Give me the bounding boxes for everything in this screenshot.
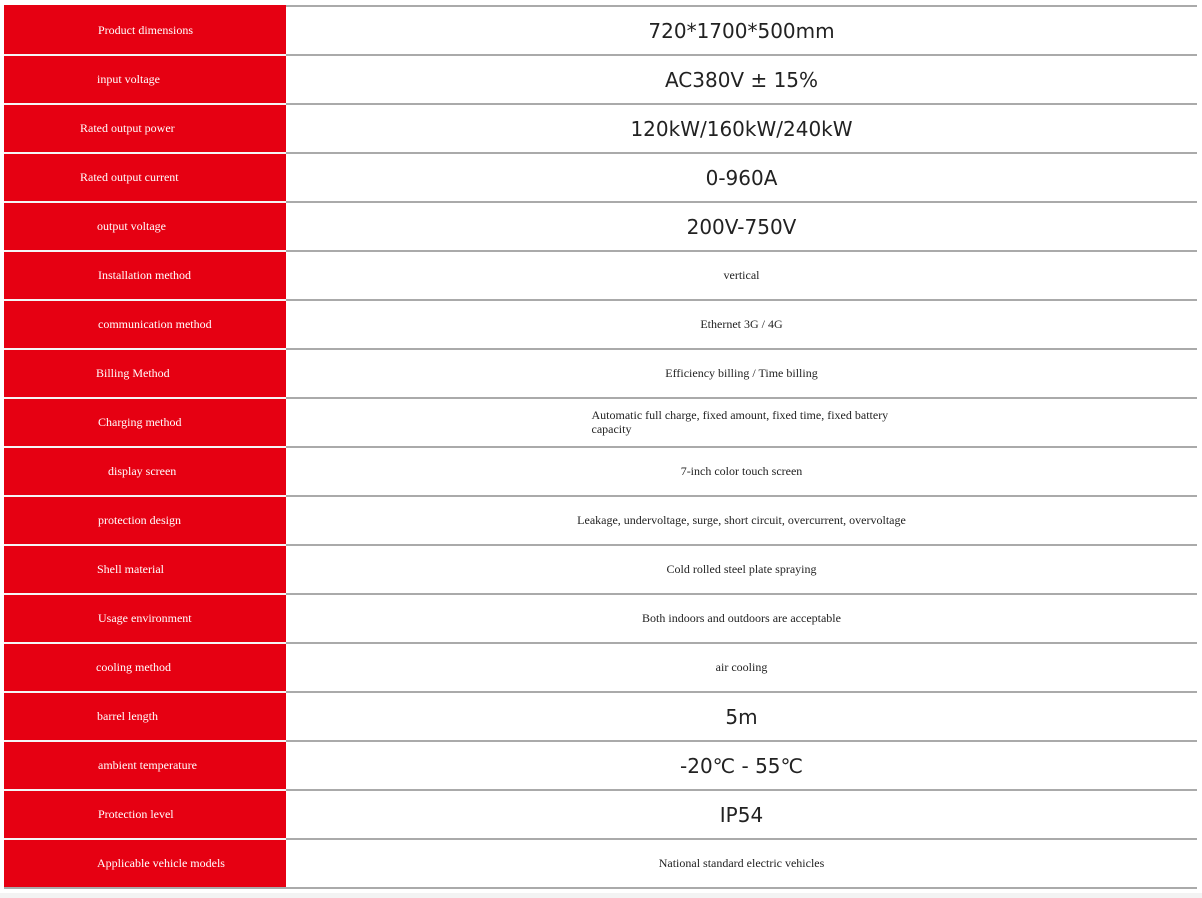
spec-row — [4, 790, 1197, 839]
spec-value-cell — [286, 55, 1197, 104]
spec-label: cooling method — [96, 660, 171, 674]
spec-label-cell — [4, 153, 286, 202]
spec-value-cell — [286, 545, 1197, 594]
spec-label-cell — [4, 55, 286, 104]
spec-value-cell — [286, 153, 1197, 202]
spec-label: barrel length — [97, 709, 158, 723]
spec-label: Rated output current — [80, 170, 179, 184]
spec-value: vertical — [723, 268, 760, 282]
spec-label-cell — [4, 643, 286, 692]
spec-row — [4, 594, 1197, 643]
spec-row — [4, 300, 1197, 349]
spec-label: Usage environment — [98, 611, 192, 625]
spec-label-cell — [4, 202, 286, 251]
spec-label: Rated output power — [80, 121, 175, 135]
spec-label: ambient temperature — [98, 758, 197, 772]
spec-label-cell — [4, 839, 286, 888]
spec-value: air cooling — [715, 660, 768, 674]
spec-value: 5m — [725, 704, 758, 729]
spec-row — [4, 349, 1197, 398]
spec-row — [4, 202, 1197, 251]
spec-row — [4, 55, 1197, 104]
spec-label-cell — [4, 545, 286, 594]
spec-value-cell — [286, 692, 1197, 741]
spec-value: 120kW/160kW/240kW — [630, 116, 853, 141]
spec-row — [4, 104, 1197, 153]
spec-label-cell — [4, 790, 286, 839]
spec-value: 200V-750V — [686, 214, 797, 239]
spec-label-cell — [4, 398, 286, 447]
spec-table-body — [4, 6, 1197, 888]
spec-value-cell — [286, 398, 1197, 447]
spec-row — [4, 153, 1197, 202]
spec-value: Automatic full charge, fixed amount, fixed time, fixed battery capacity — [591, 408, 889, 436]
spec-label: Product dimensions — [98, 23, 193, 37]
spec-value: Ethernet 3G / 4G — [700, 317, 783, 331]
spec-label: Shell material — [97, 562, 164, 576]
spec-value-cell — [286, 839, 1197, 888]
spec-value-cell — [286, 202, 1197, 251]
spec-label: communication method — [98, 317, 212, 331]
spec-label-cell — [4, 104, 286, 153]
spec-row — [4, 6, 1197, 55]
spec-value: AC380V ± 15% — [664, 67, 819, 92]
spec-value: 0-960A — [705, 165, 778, 190]
spec-value: Cold rolled steel plate spraying — [666, 562, 817, 576]
spec-row — [4, 643, 1197, 692]
spec-table — [4, 5, 1197, 889]
spec-value-cell — [286, 643, 1197, 692]
spec-value: National standard electric vehicles — [658, 856, 825, 870]
spec-label-cell — [4, 300, 286, 349]
spec-label: display screen — [108, 464, 177, 478]
spec-label: protection design — [98, 513, 181, 527]
spec-label: Charging method — [98, 415, 182, 429]
spec-value: Both indoors and outdoors are acceptable — [642, 611, 841, 625]
spec-row — [4, 398, 1197, 447]
spec-label: Billing Method — [96, 366, 170, 380]
spec-value: 7-inch color touch screen — [680, 464, 803, 478]
spec-value: Leakage, undervoltage, surge, short circuit, overcurrent, overvoltage — [577, 513, 906, 527]
spec-value: IP54 — [719, 802, 764, 827]
spec-value-cell — [286, 594, 1197, 643]
spec-value: -20℃ - 55℃ — [680, 753, 803, 778]
spec-label-cell — [4, 251, 286, 300]
spec-value-cell — [286, 104, 1197, 153]
spec-value-cell — [286, 790, 1197, 839]
spec-value-cell — [286, 447, 1197, 496]
spec-label-cell — [4, 349, 286, 398]
spec-label: Protection level — [98, 807, 174, 821]
spec-label: output voltage — [97, 219, 166, 233]
spec-label: Applicable vehicle models — [97, 856, 225, 870]
spec-label-cell — [4, 692, 286, 741]
spec-value-cell — [286, 6, 1197, 55]
spec-row — [4, 496, 1197, 545]
spec-label: Installation method — [98, 268, 191, 282]
spec-row — [4, 447, 1197, 496]
spec-value-cell — [286, 496, 1197, 545]
spec-label-cell — [4, 447, 286, 496]
spec-row — [4, 741, 1197, 790]
spec-row — [4, 545, 1197, 594]
spec-value-cell — [286, 349, 1197, 398]
spec-row — [4, 839, 1197, 888]
spec-label: input voltage — [97, 72, 160, 86]
spec-label-cell — [4, 594, 286, 643]
spec-value-cell — [286, 251, 1197, 300]
spec-row — [4, 251, 1197, 300]
spec-value-cell — [286, 741, 1197, 790]
spec-label-cell — [4, 6, 286, 55]
spec-value: Efficiency billing / Time billing — [665, 366, 818, 380]
spec-row — [4, 692, 1197, 741]
spec-value: 720*1700*500mm — [648, 18, 835, 43]
spec-value-cell — [286, 300, 1197, 349]
page-bottom-strip — [0, 893, 1202, 898]
spec-label-cell — [4, 741, 286, 790]
spec-label-cell — [4, 496, 286, 545]
